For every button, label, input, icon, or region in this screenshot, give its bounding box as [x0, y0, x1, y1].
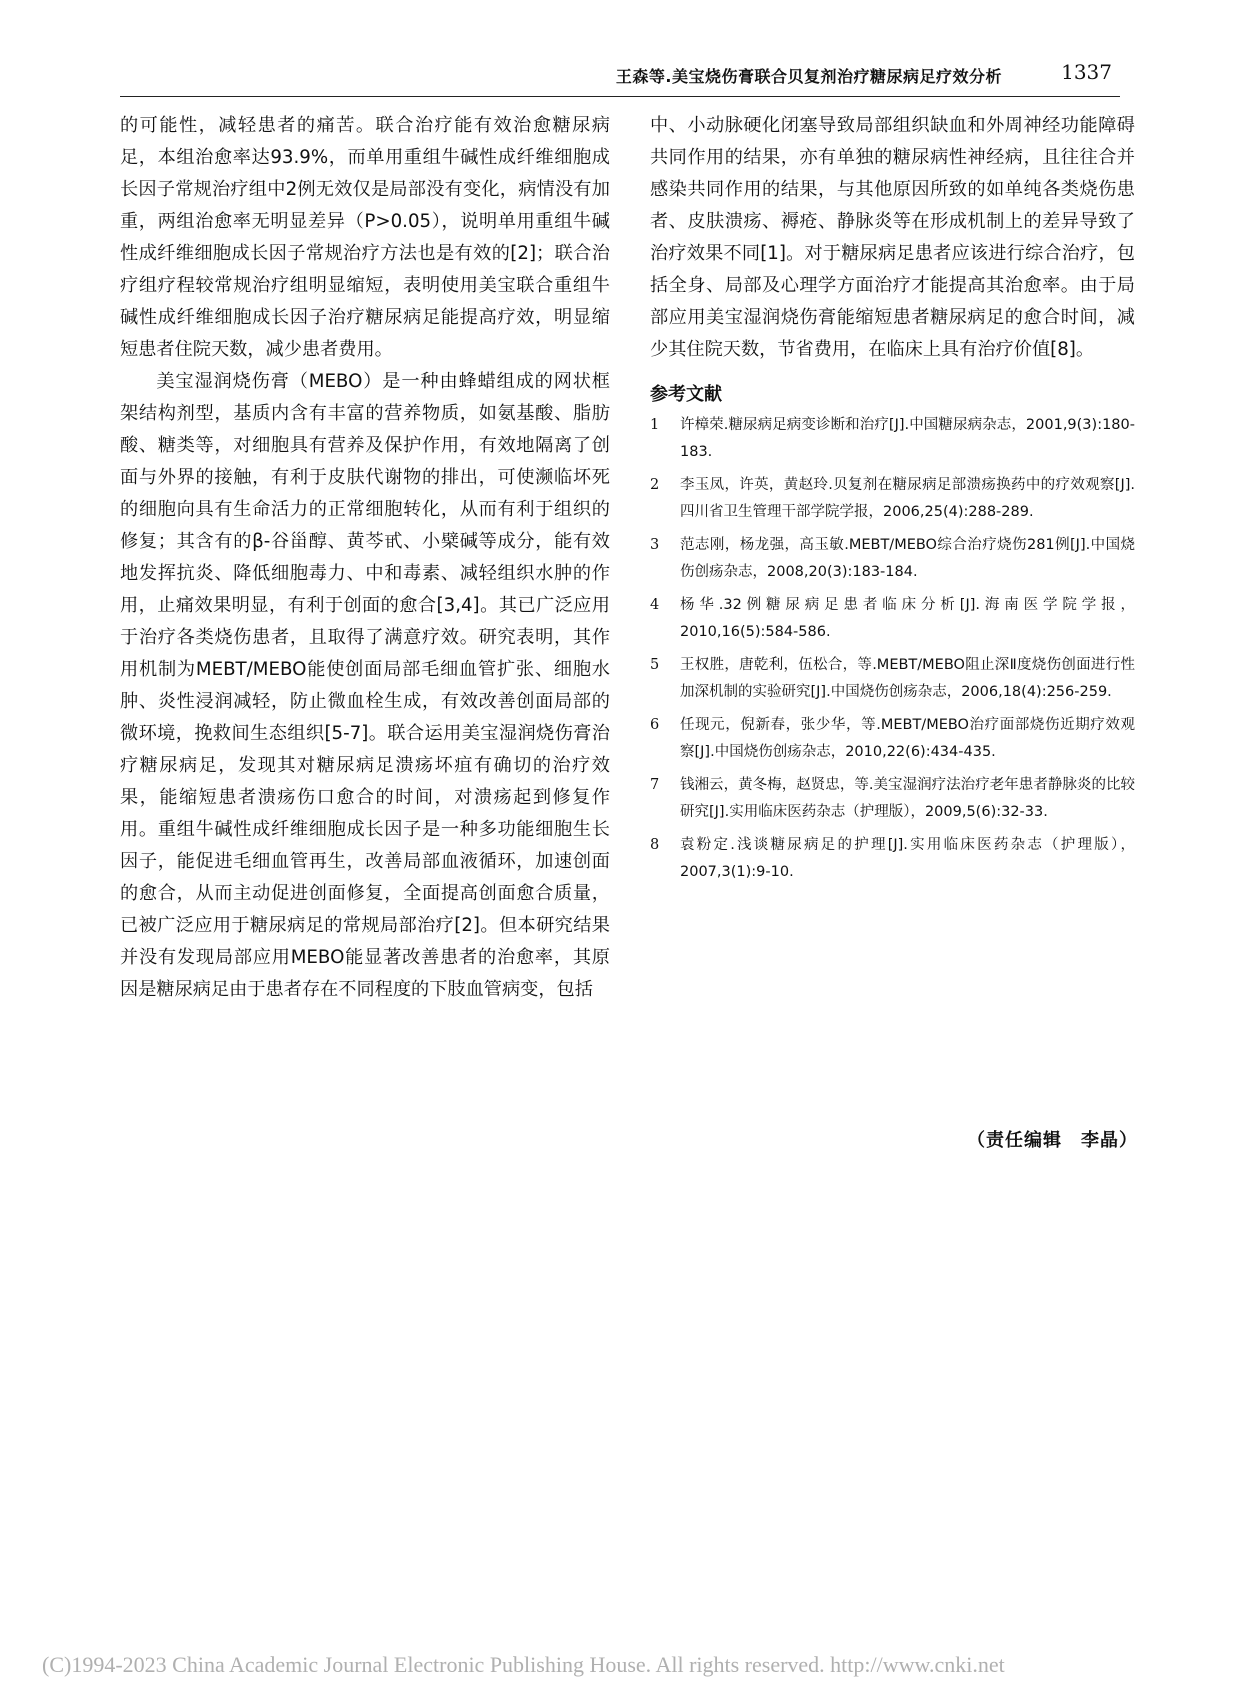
paragraph-continued: 的可能性，减轻患者的痛苦。联合治疗能有效治愈糖尿病足，本组治愈率达93.9%，而单用重组牛碱性成纤维细胞成长因子常规治疗组中2例无效仅是局部没有变化，病情没有加重，两组治愈率无明显差异（P>0.05），说明单用重组牛碱性成纤维细胞成长因子常规治疗方法也是有效的[2]；联合治疗组疗程较常规治疗组明显缩短，表明使用美宝联合重组牛碱性成纤维细胞成长因子治疗糖尿病足能提高疗效，明显缩短患者住院天数，减少患者费用。	[120, 115, 610, 360]
reference-number: 7	[650, 777, 660, 793]
reference-item	[650, 532, 1135, 586]
paragraph-conclusion: 中、小动脉硬化闭塞导致局部组织缺血和外周神经功能障碍共同作用的结果，亦有单独的糖尿病性神经病，且往往合并感染共同作用的结果，与其他原因所致的如单纯各类烧伤患者、皮肤溃疡、褥疮、静脉炎等在形成机制上的差异导致了治疗效果不同[1]。对于糖尿病足患者应该进行综合治疗，包括全身、局部及心理学方面治疗才能提高其治愈率。由于局部应用美宝湿润烧伤膏能缩短患者糖尿病足的愈合时间，减少其住院天数，节省费用，在临床上具有治疗价值[8]。	[650, 115, 1135, 360]
reference-text: 李玉凤，许英，黄赵玲.贝复剂在糖尿病足部溃疡换药中的疗效观察[J].四川省卫生管理干部学院学报，2006,25(4):288-289.	[680, 477, 1135, 520]
copyright-footer: (C)1994-2023 China Academic Journal Electronic Publishing House. All rights reserved. http://www.cnki.net	[42, 1652, 1005, 1677]
reference-item	[650, 592, 1135, 646]
reference-text: 任现元，倪新春，张少华，等.MEBT/MEBO治疗面部烧伤近期疗效观察[J].中国烧伤创疡杂志，2010,22(6):434-435.	[680, 717, 1135, 760]
left-column	[120, 110, 610, 1006]
reference-item	[650, 652, 1135, 706]
right-column	[650, 110, 1135, 892]
paragraph-mebo: 美宝湿润烧伤膏（MEBO）是一种由蜂蜡组成的网状框架结构剂型，基质内含有丰富的营养物质，如氨基酸、脂肪酸、糖类等，对细胞具有营养及保护作用，有效地隔离了创面与外界的接触，有利于皮肤代谢物的排出，可使濒临坏死的细胞向具有生命活力的正常细胞转化，从而有利于组织的修复；其含有的β-谷甾醇、黄芩甙、小檗碱等成分，能有效地发挥抗炎、降低细胞毒力、中和毒素、减轻组织水肿的作用，止痛效果明显，有利于创面的愈合[3,4]。其已广泛应用于治疗各类烧伤患者，且取得了满意疗效。研究表明，其作用机制为MEBT/MEBO能使创面局部毛细血管扩张、细胞水肿、炎性浸润减轻，防止微血栓生成，有效改善创面局部的微环境，挽救间生态组织[5-7]。联合运用美宝湿润烧伤膏治疗糖尿病足，发现其对糖尿病足溃疡坏疽有确切的治疗效果，能缩短患者溃疡伤口愈合的时间，对溃疡起到修复作用。重组牛碱性成纤维细胞成长因子是一种多功能细胞生长因子，能促进毛细血管再生，改善局部血液循环，加速创面的愈合，从而主动促进创面修复，全面提高创面愈合质量，已被广泛应用于糖尿病足的常规局部治疗[2]。但本研究结果并没有发现局部应用MEBO能显著改善患者的治愈率，其原因是糖尿病足由于患者存在不同程度的下肢血管病变，包括	[120, 371, 610, 1000]
reference-number: 6	[650, 717, 660, 733]
reference-number: 4	[650, 597, 660, 613]
running-title: 王森等.美宝烧伤膏联合贝复剂治疗糖尿病足疗效分析	[615, 67, 1002, 86]
responsible-editor: （责任编辑 李晶）	[967, 1130, 1138, 1151]
reference-item	[650, 712, 1135, 766]
reference-text: 范志刚，杨龙强，高玉敏.MEBT/MEBO综合治疗烧伤281例[J].中国烧伤创疡杂志，2008,20(3):183-184.	[680, 537, 1135, 580]
reference-text: 钱湘云，黄冬梅，赵贤忠，等.美宝湿润疗法治疗老年患者静脉炎的比较研究[J].实用临床医药杂志（护理版），2009,5(6):32-33.	[680, 777, 1135, 820]
running-header	[120, 60, 1120, 97]
page-number: 1337	[1061, 60, 1112, 84]
references-list	[650, 412, 1135, 886]
reference-number: 3	[650, 537, 660, 553]
reference-number: 2	[650, 477, 660, 493]
reference-text: 王权胜，唐乾利，伍松合，等.MEBT/MEBO阻止深Ⅱ度烧伤创面进行性加深机制的实验研究[J].中国烧伤创疡杂志，2006,18(4):256-259.	[680, 657, 1135, 700]
reference-item	[650, 772, 1135, 826]
reference-item	[650, 472, 1135, 526]
references-heading: 参考文献	[650, 384, 722, 405]
reference-item	[650, 412, 1135, 466]
reference-text: 袁粉定.浅谈糖尿病足的护理[J].实用临床医药杂志（护理版），2007,3(1):9-10.	[680, 837, 1135, 880]
reference-item	[650, 832, 1135, 886]
reference-text: 杨华.32例糖尿病足患者临床分析[J].海南医学院学报，2010,16(5):584-586.	[680, 597, 1135, 640]
reference-number: 1	[650, 417, 660, 433]
reference-number: 8	[650, 837, 660, 853]
reference-number: 5	[650, 657, 660, 673]
reference-text: 许樟荣.糖尿病足病变诊断和治疗[J].中国糖尿病杂志，2001,9(3):180-183.	[680, 417, 1135, 460]
